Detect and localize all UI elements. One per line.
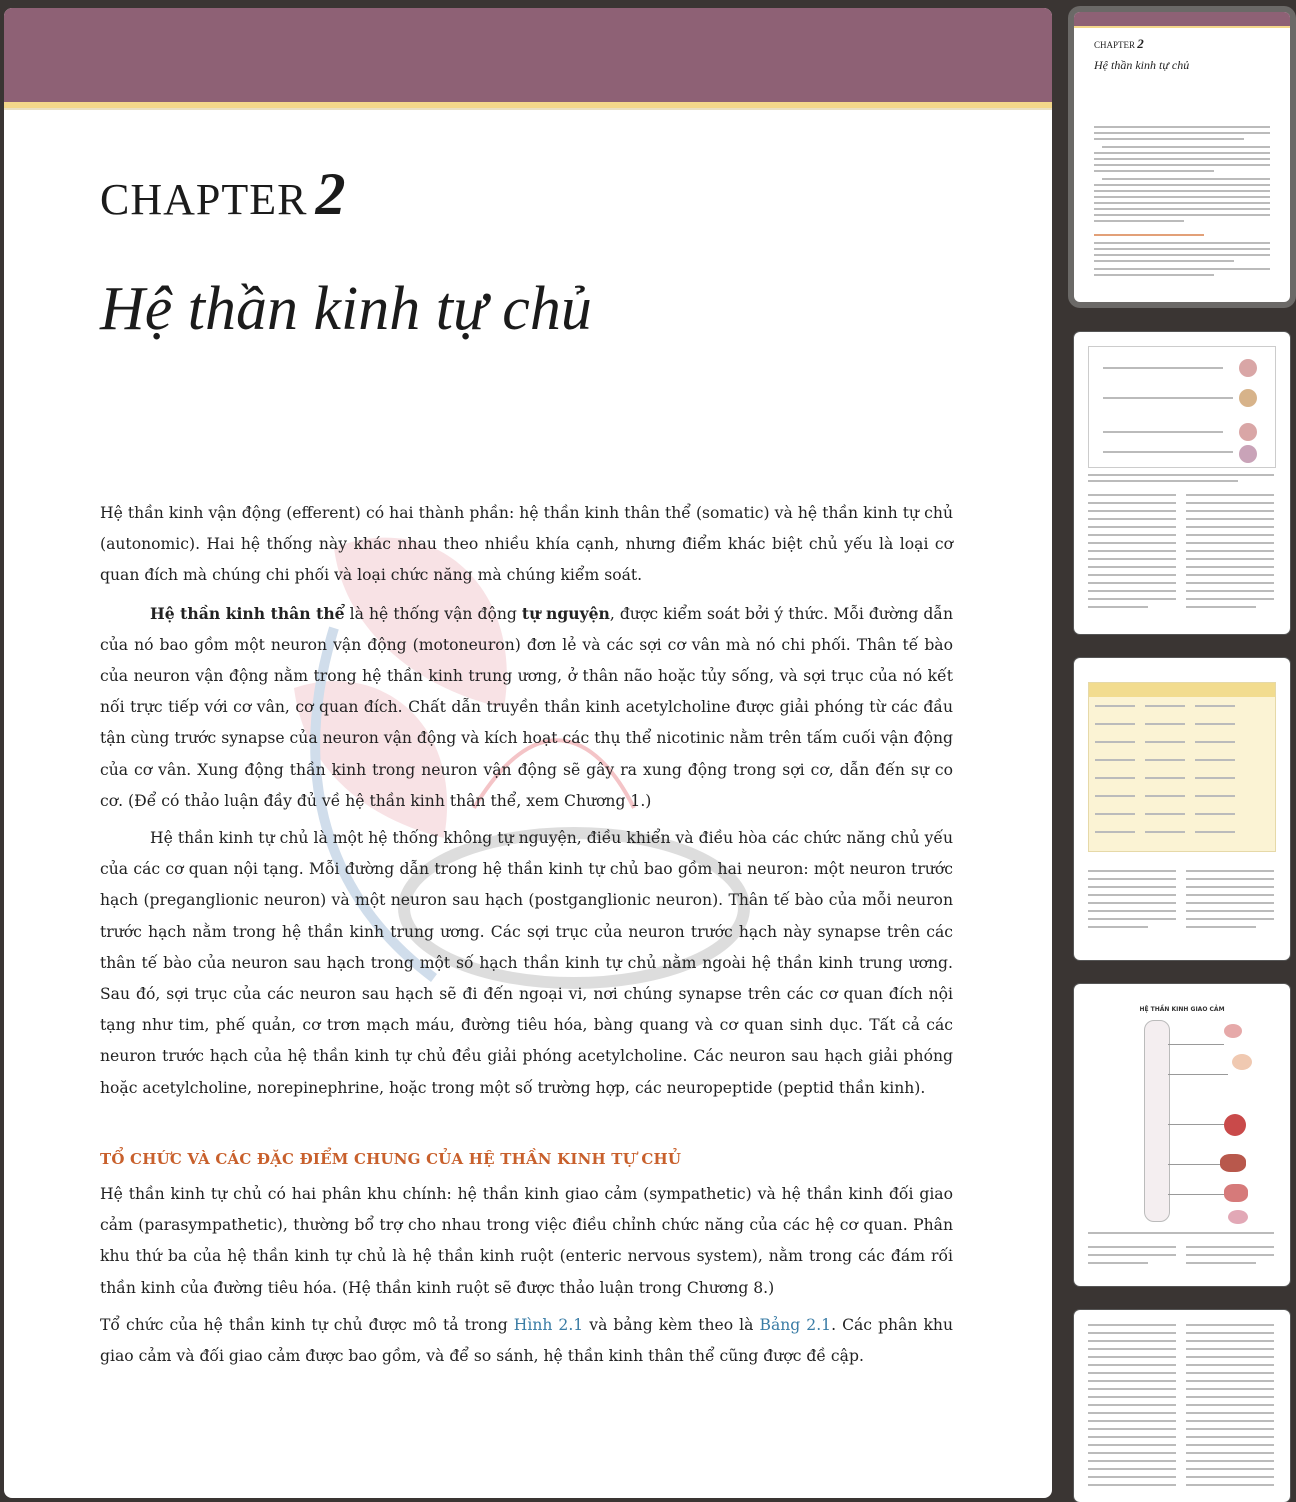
section-paragraph-1: Hệ thần kinh tự chủ có hai phân khu chính: hệ thần kinh giao cảm (sympathetic) và hệ thần kinh đối giao cảm (parasympathetic), thường bổ trợ cho nhau trong việc điều chỉnh chức năng của các hệ cơ quan. Phân khu thứ ba của hệ thần kinh tự chủ là hệ thần kinh ruột (enteric nervous system), nằm trong các đám rối thần kinh của đường tiêu hóa. (Hệ thần kinh ruột sẽ được thảo luận trong Chương 8.)	[100, 1185, 953, 1297]
chapter-word: CHAPTER	[100, 175, 308, 224]
thumb-figure-title: HỆ THẦN KINH GIAO CẢM	[1139, 1006, 1225, 1013]
thumb-chapter-title: Hệ thần kinh tự chủ	[1094, 58, 1190, 72]
page-thumbnail-1[interactable]	[1074, 12, 1290, 302]
document-page	[4, 8, 1052, 1498]
page-thumbnail-sidebar	[1064, 0, 1296, 1502]
thumb-band-line	[1074, 26, 1290, 28]
intro-paragraph-2	[100, 598, 953, 817]
table-2-1-link[interactable]: Bảng 2.1	[759, 1315, 832, 1334]
chapter-number: 2	[315, 161, 347, 227]
section-paragraph-2	[100, 1310, 953, 1372]
bold-term-voluntary: tự nguyện	[521, 603, 610, 623]
text-span: , được kiểm soát bởi ý thức. Mỗi đường dẫn của nó bao gồm một neuron vận động (motoneuron) đơn lẻ và các sợi cơ vân mà nó chi phối. Thân tế bào của neuron vận động nằm trong hệ thần kinh trung ương, ở thân não hoặc tủy sống, và sợi trục của nó kết nối trực tiếp với cơ vân, cơ quan đích. Chất dẫn truyền thần kinh acetylcholine được giải phóng từ các đầu tận cùng trước synapse của neuron vận động và kích hoạt các thụ thể nicotinic nằm trên tấm cuối vận động của cơ vân. Xung động thần kinh trong neuron vận động sẽ gây ra xung động trong sợi cơ, dẫn đến sự co cơ. (Để có thảo luận đầy đủ về hệ thần kinh thân thể, xem Chương 1.)	[100, 604, 953, 810]
bold-term-somatic: Hệ thần kinh thân thể	[150, 603, 345, 623]
header-underline	[4, 108, 1052, 110]
page-thumbnail-4[interactable]	[1074, 984, 1290, 1286]
chapter-header-band	[4, 8, 1052, 102]
intro-paragraph-1: Hệ thần kinh vận động (efferent) có hai thành phần: hệ thần kinh thân thể (somatic) và hệ thần kinh tự chủ (autonomic). Hai hệ thống này khác nhau theo nhiều khía cạnh, nhưng điểm khác biệt chủ yếu là loại cơ quan đích mà chúng chi phối và loại chức năng mà chúng kiểm soát.	[100, 504, 953, 585]
page-thumbnail-5[interactable]	[1074, 1310, 1290, 1502]
thumb-chapter-label	[1094, 36, 1144, 52]
thumb-chapter-number: 2	[1137, 36, 1144, 51]
chapter-label	[100, 160, 346, 229]
page-thumbnail-2[interactable]	[1074, 332, 1290, 634]
chapter-title: Hệ thần kinh tự chủ	[100, 275, 592, 343]
text-span: Tổ chức của hệ thần kinh tự chủ được mô tả trong	[100, 1315, 514, 1334]
thumb-table	[1088, 682, 1276, 852]
page-thumbnail-3[interactable]	[1074, 658, 1290, 960]
thumb-figure	[1088, 346, 1276, 468]
thumb-spinal-cord	[1144, 1020, 1170, 1222]
thumb-band	[1074, 12, 1290, 26]
thumb-chapter-word: CHAPTER	[1094, 40, 1136, 50]
body-text	[100, 498, 953, 1378]
text-span: là hệ thống vận động	[344, 604, 522, 623]
section-heading: TỔ CHỨC VÀ CÁC ĐẶC ĐIỂM CHUNG CỦA HỆ THẦN KINH TỰ CHỦ	[100, 1149, 682, 1168]
figure-2-1-link[interactable]: Hình 2.1	[513, 1315, 584, 1334]
text-span: . Các phân khu giao cảm và đối giao cảm được bao gồm, và để so sánh, hệ thần kinh thân thể cũng được đề cập.	[100, 1315, 953, 1366]
text-span: và bảng kèm theo là	[583, 1315, 760, 1334]
intro-paragraph-3: Hệ thần kinh tự chủ là một hệ thống không tự nguyện, điều khiển và điều hòa các chức năng chủ yếu của các cơ quan nội tạng. Mỗi đường dẫn trong hệ thần kinh tự chủ bao gồm hai neuron: một neuron trước hạch (preganglionic neuron) và một neuron sau hạch (postganglionic neuron). Thân tế bào của mỗi neuron trước hạch nằm trong hệ thần kinh trung ương. Các sợi trục của neuron trước hạch này synapse trên các thân tế bào của neuron sau hạch trong một số hạch thần kinh tự chủ nằm ngoài hệ thần kinh trung ương. Sau đó, sợi trục của các neuron sau hạch sẽ đi đến ngoại vi, nơi chúng synapse trên các cơ quan đích nội tạng như tim, phế quản, cơ trơn mạch máu, đường tiêu hóa, bàng quang và cơ quan sinh dục. Tất cả các neuron trước hạch của hệ thần kinh tự chủ đều giải phóng acetylcholine. Các neuron sau hạch giải phóng hoặc acetylcholine, norepinephrine, hoặc trong một số trường hợp, các neuropeptide (peptid thần kinh).	[100, 829, 953, 1097]
